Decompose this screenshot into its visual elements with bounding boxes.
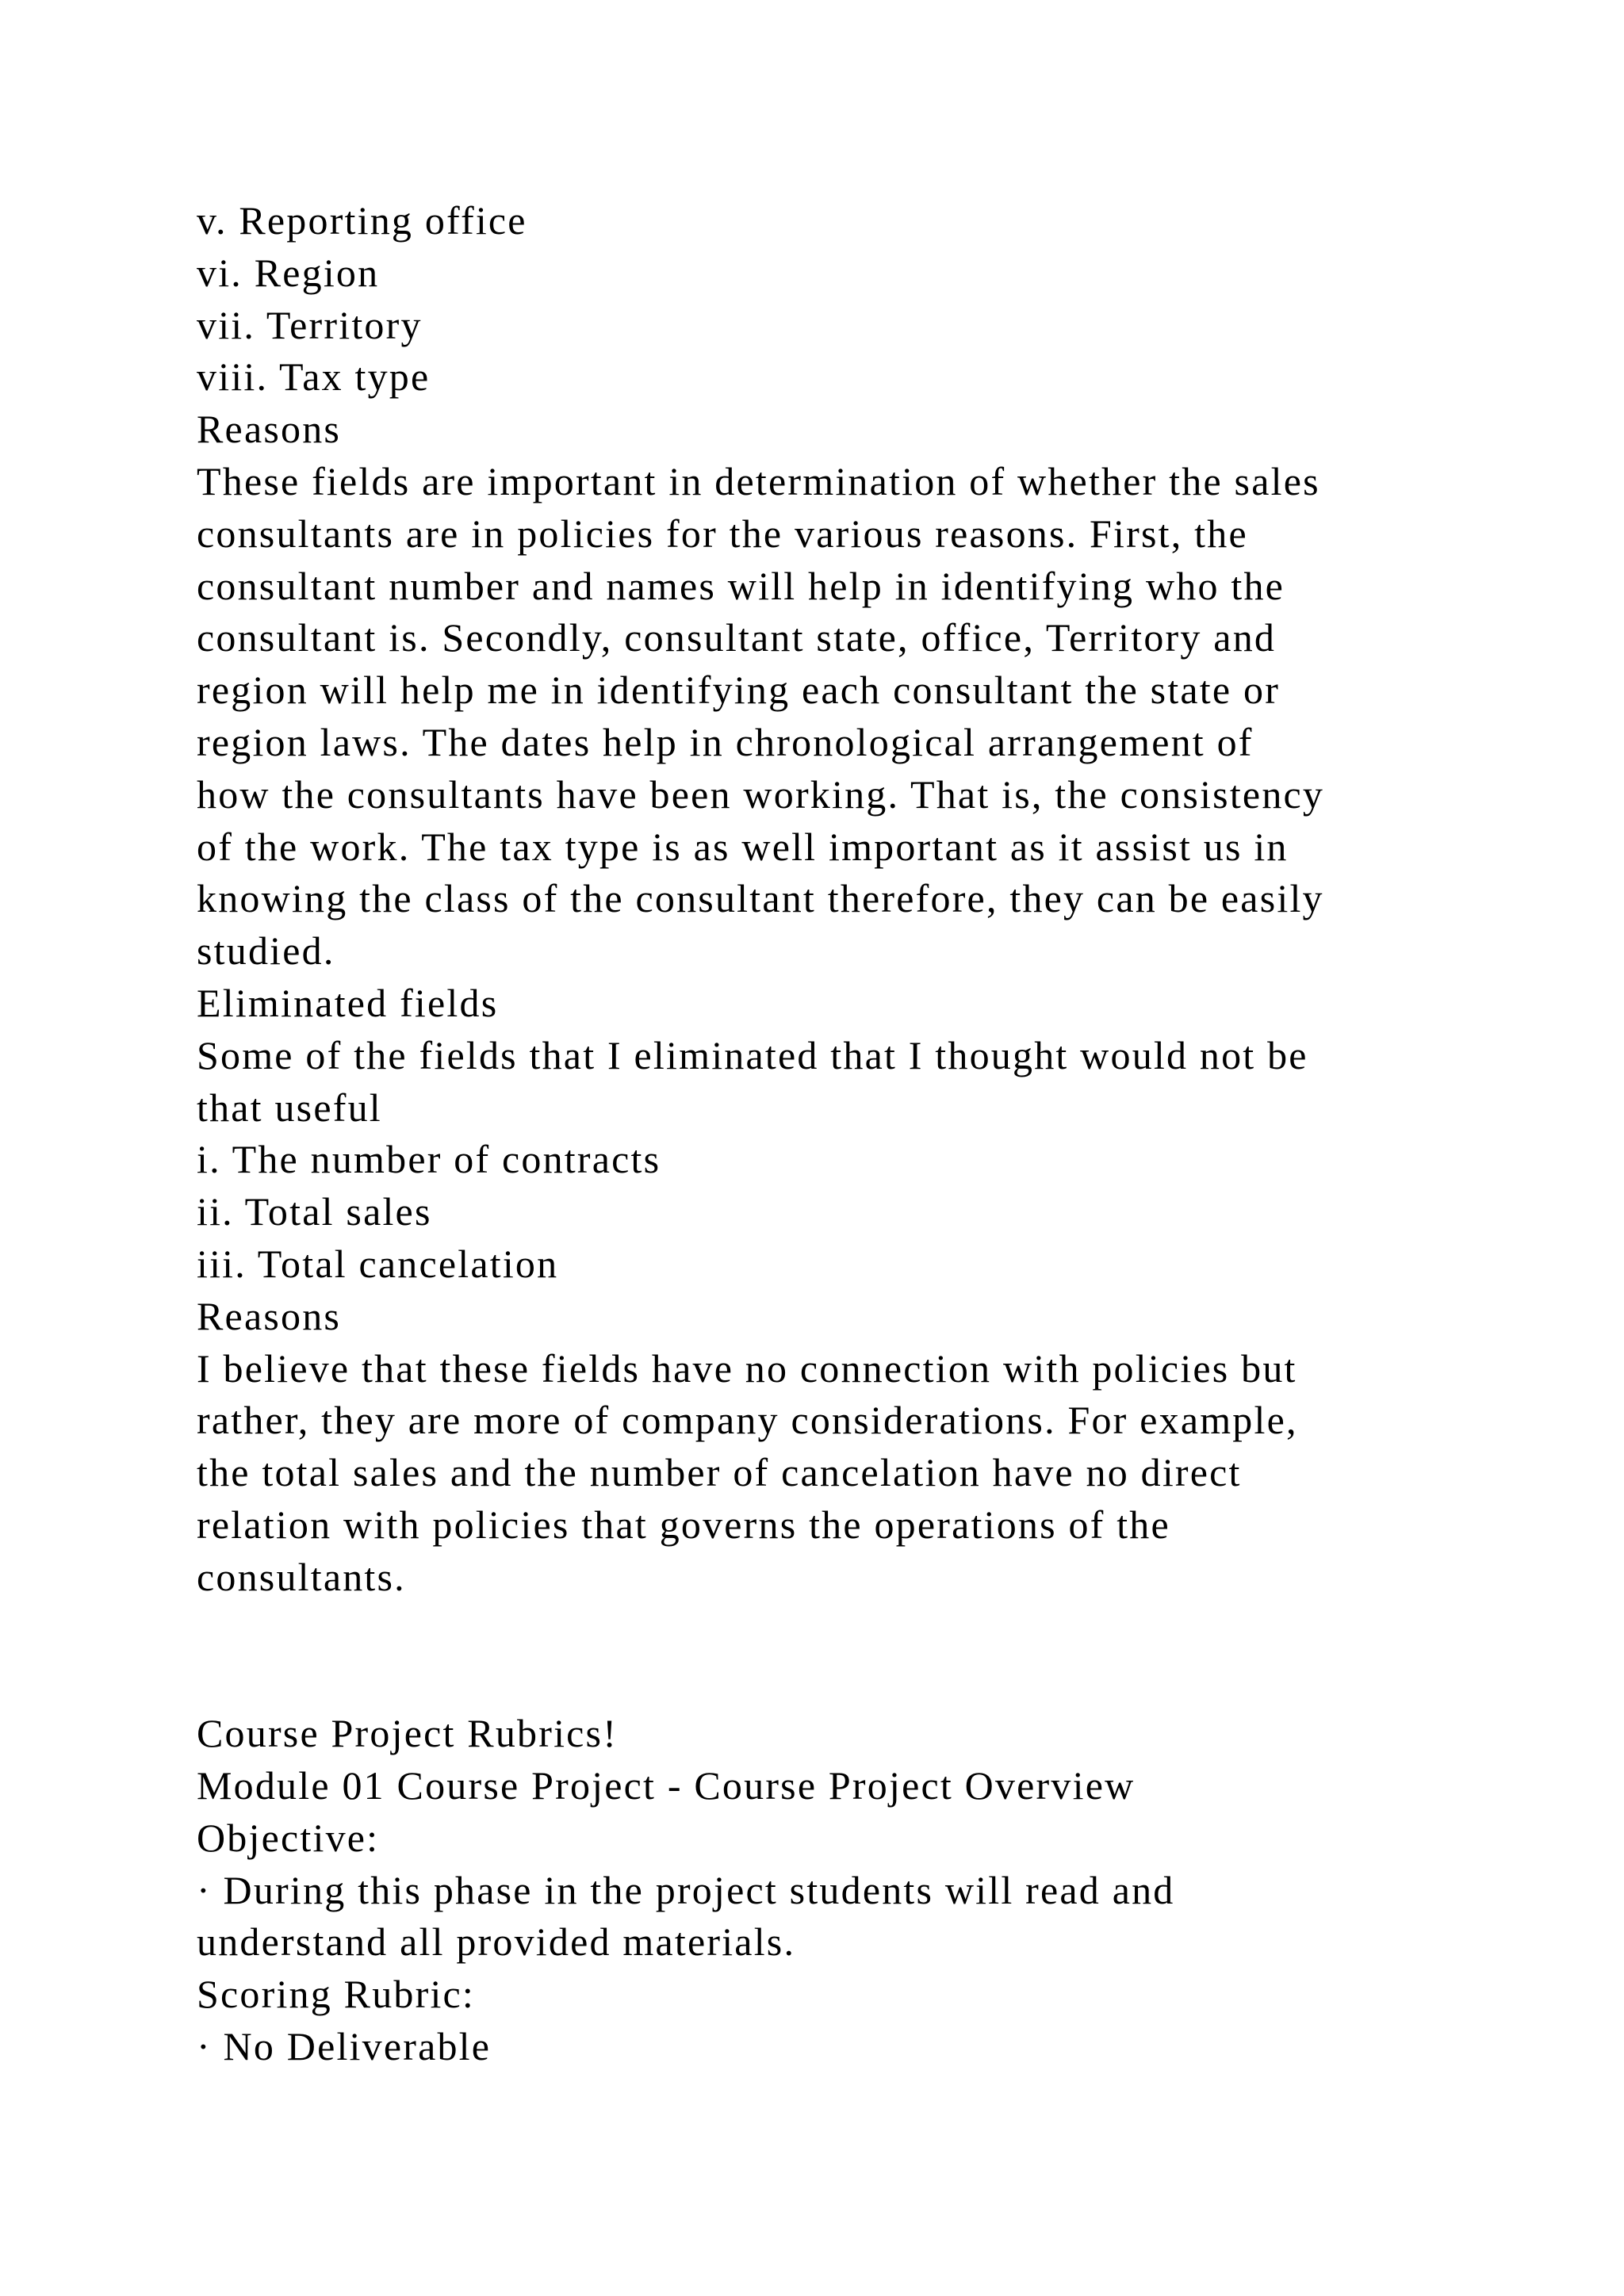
paragraph-line: I believe that these fields have no connection with policies but [197, 1345, 1297, 1391]
section-heading-reasons: Reasons [197, 1293, 342, 1338]
module-title: Module 01 Course Project - Course Project Overview [197, 1762, 1136, 1808]
scoring-rubric-label: Scoring Rubric: [197, 1972, 476, 2017]
list-item: vi. Region [197, 250, 380, 295]
blank-line [197, 1604, 1513, 1656]
bullet-line: · No Deliverable [197, 2023, 492, 2068]
paragraph-line: consultant is. Secondly, consultant state, office, Territory and [197, 615, 1277, 660]
list-item: v. Reporting office [197, 198, 527, 243]
paragraph-line: that useful [197, 1085, 382, 1130]
paragraph-line: region will help me in identifying each consultant the state or [197, 668, 1281, 713]
paragraph-line: consultants. [197, 1554, 406, 1599]
bullet-line: understand all provided materials. [197, 1919, 796, 1965]
paragraph-line: consultant number and names will help in identifying who the [197, 563, 1285, 608]
document-body [197, 195, 1513, 2073]
paragraph-line: relation with policies that governs the operations of the [197, 1502, 1170, 1547]
list-item: iii. Total cancelation [197, 1241, 559, 1286]
paragraph-line: rather, they are more of company considerations. For example, [197, 1398, 1298, 1443]
bullet-line: · During this phase in the project students will read and [197, 1867, 1175, 1912]
paragraph-line: knowing the class of the consultant therefore, they can be easily [197, 876, 1324, 921]
paragraph-line: Some of the fields that I eliminated that I thought would not be [197, 1032, 1308, 1077]
paragraph-line: These fields are important in determination of whether the sales [197, 458, 1320, 503]
paragraph-line: consultants are in policies for the various reasons. First, the [197, 511, 1248, 556]
section-heading-reasons: Reasons [197, 407, 342, 452]
section-heading-eliminated-fields: Eliminated fields [197, 980, 499, 1025]
list-item: i. The number of contracts [197, 1137, 661, 1182]
list-item: ii. Total sales [197, 1189, 432, 1234]
rubrics-title: Course Project Rubrics! [197, 1711, 619, 1756]
paragraph-line: the total sales and the number of cancelation have no direct [197, 1450, 1242, 1495]
paragraph-line: studied. [197, 928, 335, 974]
objective-label: Objective: [197, 1815, 380, 1860]
list-item: vii. Territory [197, 302, 423, 347]
list-item: viii. Tax type [197, 354, 431, 400]
paragraph-line: how the consultants have been working. That is, the consistency [197, 771, 1325, 817]
paragraph-line: of the work. The tax type is as well important as it assist us in [197, 824, 1289, 869]
blank-line [197, 1655, 1513, 1708]
paragraph-line: region laws. The dates help in chronological arrangement of [197, 719, 1254, 764]
